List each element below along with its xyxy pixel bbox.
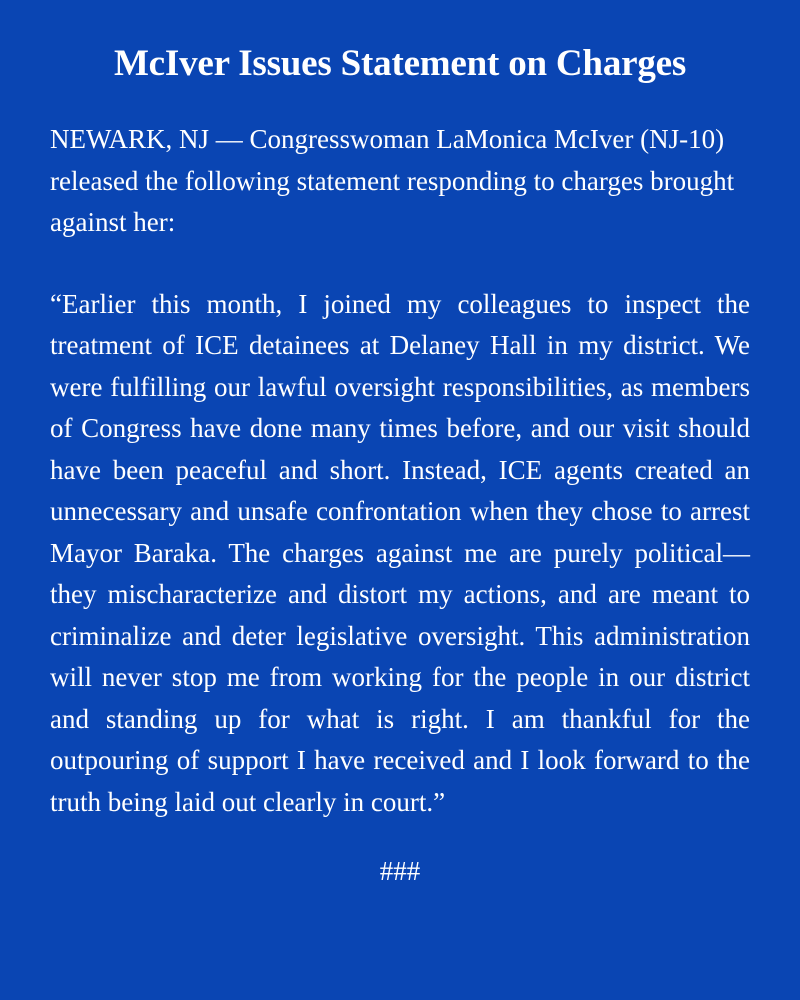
statement-intro: NEWARK, NJ — Congresswoman LaMonica McIver (NJ-10) released the following statement responding to charges brought against her: [50,124,735,237]
statement-title: McIver Issues Statement on Charges [113,43,687,84]
statement-quote: “Earlier this month, I joined my colleagues to inspect the treatment of ICE detainees at Delaney Hall in my district. We were fulfilling our lawful oversight responsibilities, as members of Congress have done many times before, and our visit should have been peaceful and short. Instead, ICE agents created an unnecessary and unsafe confrontation when they chose to arrest Mayor Baraka. The charges against me are purely political—they mischaracterize and distort my actions, and are meant to criminalize and deter legislative oversight. This administration will never stop me from working for the people in our district and standing up for what is right. I am thankful for the outpouring of support I have received and I look forward to the truth being laid out clearly in court.” [50,288,750,817]
end-mark: ### [379,856,421,886]
